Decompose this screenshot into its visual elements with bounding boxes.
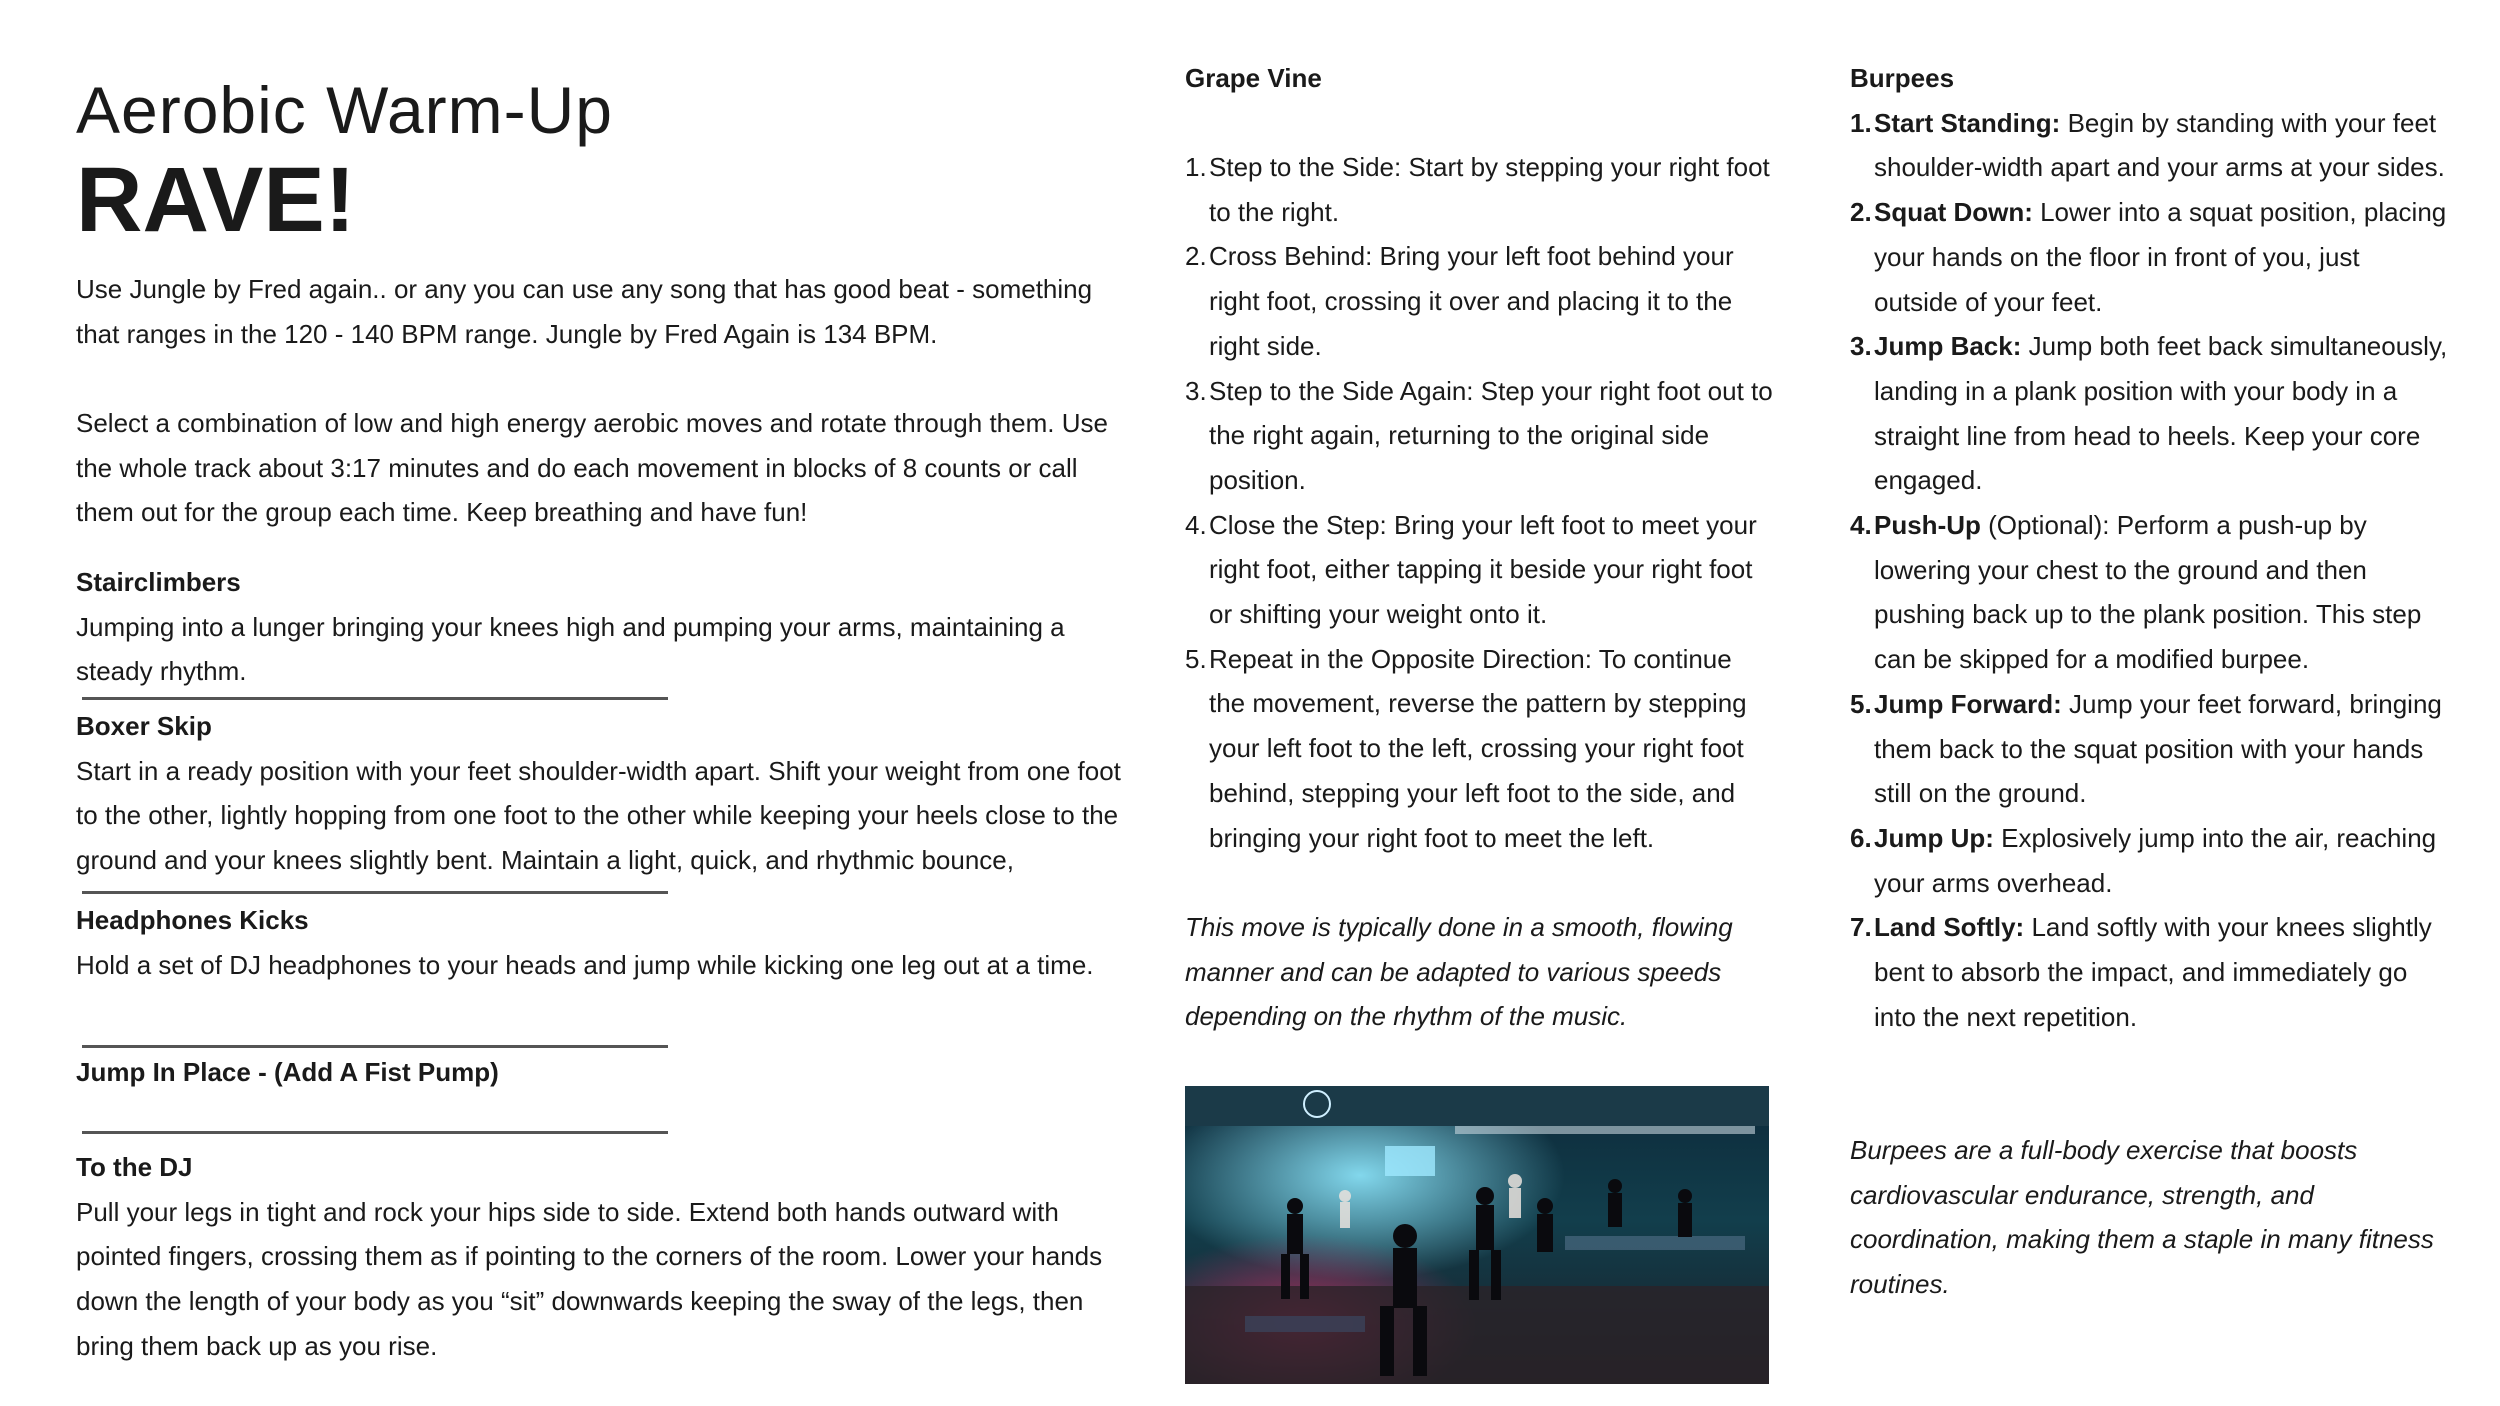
step-item: 1. Start Standing: Begin by standing with your feet shoulder-width apart and your arms at your sides. <box>1850 107 2445 183</box>
move-description: Hold a set of DJ headphones to your heads and jump while kicking one leg out at a time. <box>76 949 1094 980</box>
move-jump-in-place <box>76 1050 1136 1095</box>
step-item: 5. Jump Forward: Jump your feet forward, bringing them back to the squat position with your hands still on the ground. <box>1850 688 2442 809</box>
burpees-steps <box>1850 101 2450 1040</box>
intro-paragraph-2: Select a combination of low and high energy aerobic moves and rotate through them. Use the whole track about 3:17 minutes and do each movement in blocks of 8 counts or call them out for the group each time. Keep breathing and have fun! <box>76 408 1108 528</box>
step-item: 4. Push-Up (Optional): Perform a push-up by lowering your chest to the ground and then pushing back up to the plank position. This step can be skipped for a modified burpee. <box>1850 510 2422 675</box>
divider <box>82 1131 668 1134</box>
move-to-the-dj <box>76 1145 1136 1369</box>
grapevine-section <box>1185 56 1775 101</box>
step-item: 5. Repeat in the Opposite Direction: To continue the movement, reverse the pattern by stepping your left foot to the left, crossing your right foot behind, stepping your left foot to the side, and bringing your right foot to meet the left. <box>1185 643 1747 853</box>
move-title: Boxer Skip <box>76 711 212 741</box>
grapevine-steps <box>1185 145 1775 860</box>
move-boxer-skip <box>76 704 1136 883</box>
move-title: To the DJ <box>76 1152 193 1182</box>
divider <box>82 1045 668 1048</box>
step-item: 3. Step to the Side Again: Step your right foot out to the right again, returning to the original side position. <box>1185 375 1773 495</box>
step-item: 1. Step to the Side: Start by stepping your right foot to the right. <box>1185 152 1770 227</box>
burpees-title: Burpees <box>1850 63 1955 93</box>
title-main: RAVE! <box>76 149 356 251</box>
move-headphones-kicks <box>76 898 1136 987</box>
move-title: Stairclimbers <box>76 567 241 597</box>
move-description: Jumping into a lunger bringing your knees high and pumping your arms, maintaining a steady rhythm. <box>76 611 1065 687</box>
divider <box>82 891 668 894</box>
step-item: 7. Land Softly: Land softly with your knees slightly bent to absorb the impact, and immediately go into the next repetition. <box>1850 912 2432 1032</box>
title-subtitle: Aerobic Warm-Up <box>76 73 613 147</box>
burpees-section <box>1850 56 2450 1039</box>
step-item: 2. Squat Down: Lower into a squat position, placing your hands on the floor in front of you, just outside of your feet. <box>1850 197 2447 317</box>
move-description: Start in a ready position with your feet shoulder-width apart. Shift your weight from one foot to the other, lightly hopping from one foot to the other while keeping your heels close to the ground and your knees slightly bent. Maintain a light, quick, and rhythmic bounce, <box>76 755 1121 876</box>
step-item: 2. Cross Behind: Bring your left foot behind your right foot, crossing it over and placing it to the right side. <box>1185 241 1734 361</box>
move-title: Headphones Kicks <box>76 905 309 935</box>
intro-paragraph-1: Use Jungle by Fred again.. or any you can use any song that has good beat - something that ranges in the 120 - 140 BPM range. Jungle by Fred Again is 134 BPM. <box>76 274 1093 349</box>
step-item: 6. Jump Up: Explosively jump into the air, reaching your arms overhead. <box>1850 822 2437 898</box>
grapevine-title: Grape Vine <box>1185 63 1322 93</box>
step-item: 3. Jump Back: Jump both feet back simultaneously, landing in a plank position with your body in a straight line from head to heels. Keep your core engaged. <box>1850 331 2448 496</box>
move-description: Pull your legs in tight and rock your hips side to side. Extend both hands outward with pointed fingers, crossing them as if pointing to the corners of the room. Lower your hands down the length of your body as you “sit” downwards keeping the sway of the legs, then bring them back up as you rise. <box>76 1196 1103 1361</box>
move-title: Jump In Place - (Add A Fist Pump) <box>76 1057 499 1087</box>
dance-class-photo <box>1185 1086 1769 1384</box>
move-stairclimbers <box>76 560 1136 694</box>
step-item: 4. Close the Step: Bring your left foot to meet your right foot, either tapping it beside your right foot or shifting your weight onto it. <box>1185 509 1757 630</box>
grapevine-note: This move is typically done in a smooth, flowing manner and can be adapted to various speeds depending on the rhythm of the music. <box>1185 912 1733 1032</box>
burpees-note: Burpees are a full-body exercise that boosts cardiovascular endurance, strength, and coordination, making them a staple in many fitness routines. <box>1850 1135 2434 1300</box>
divider <box>82 697 668 700</box>
